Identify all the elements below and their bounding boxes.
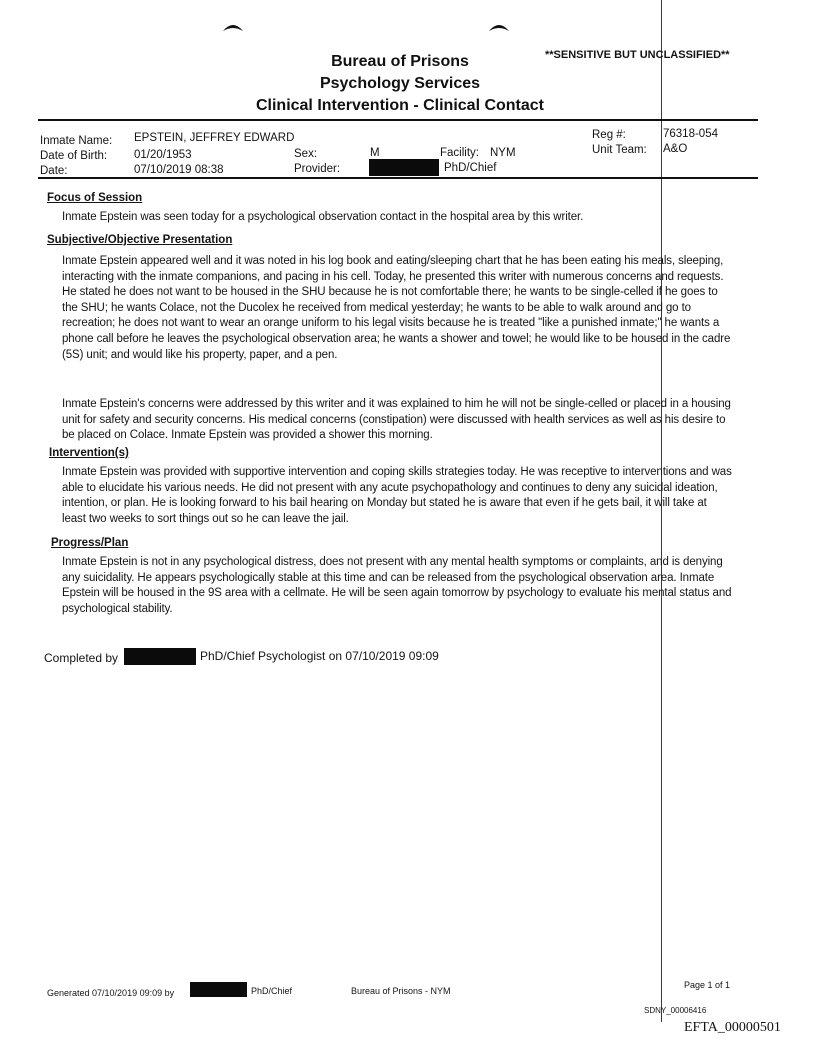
footer-redaction [190,982,247,997]
focus-text: Inmate Epstein was seen today for a psychological observation contact in the hospital area by this writer. [62,211,584,223]
intervention-text: Inmate Epstein was provided with supportive intervention and coping skills strategies today. He was receptive to interventions and was able to elucidate his various needs. He did not present with any acute psychopathology and continues to deny any suicidal ideation, intention, or plan. He is looking forward to his bail hearing on Monday but stated he is aware that even if he gets bail, it will take at least two weeks to sort things out so he can leave the jail. [62,466,732,525]
punch-hole-right-icon [488,22,510,30]
date-label: Date: [40,165,68,177]
name-value: EPSTEIN, JEFFREY EDWARD [134,132,295,144]
title-agency: Bureau of Prisons [331,53,469,70]
unit-team-label: Unit Team: [592,144,647,156]
title-department: Psychology Services [319,75,481,92]
subjective-paragraph-2: Inmate Epstein's concerns were addressed by this writer and it was explained to him he will not be single-celled or placed in a housing unit for safety and security concerns. His medical concerns (constipation) were discussed with health services as well as his desire to be placed on Colace. Inmate Epstein was provided a shower this morning. [62,398,731,442]
footer-generated: Generated 07/10/2019 09:09 by [47,988,175,998]
completed-by-label: Completed by [44,651,119,665]
sex-label: Sex: [294,148,318,160]
classification-label: **SENSITIVE BUT UNCLASSIFIED** [545,49,730,61]
facility-label: Facility: [440,147,479,159]
punch-hole-left-icon [222,22,244,30]
footer-agency: Bureau of Prisons - NYM [351,986,451,996]
facility-value: NYM [490,147,516,159]
provider-title: PhD/Chief [444,162,497,174]
footer-generated-title: PhD/Chief [251,986,293,996]
reg-label: Reg #: [592,129,626,141]
unit-team-value: A&O [663,143,688,155]
header-rule-top [38,119,758,121]
completed-by-redaction [124,648,196,665]
subjective-heading: Subjective/Objective Presentation [47,234,233,246]
date-value: 07/10/2019 08:38 [134,164,224,176]
intervention-heading: Intervention(s) [49,447,129,459]
header-rule-bottom [38,177,758,179]
plan-text: Inmate Epstein is not in any psychological distress, does not present with any mental health symptoms or complaints, and is denying any suicidality. He appears psychologically stable at this time and can be released from the psychological observation area. Inmate Epstein will be housed in the 9S area with a cellmate. He will be seen again tomorrow by psychology to evaluate his mental status and psychological stability. [62,556,732,615]
dob-label: Date of Birth: [40,150,108,162]
bates-efta: EFTA_00000501 [684,1020,781,1035]
focus-heading: Focus of Session [47,192,143,204]
title-form: Clinical Intervention - Clinical Contact [255,97,545,114]
name-label: Inmate Name: [40,135,113,147]
footer-page-number: Page 1 of 1 [684,980,731,990]
dob-value: 01/20/1953 [134,149,192,161]
provider-label: Provider: [294,163,341,175]
subjective-paragraph-1: Inmate Epstein appeared well and it was noted in his log book and eating/sleeping chart that he has been eating his meals, sleeping, interacting with the inmate companions, and pacing in his cell. Today, he presented this writer with numerous concerns and requests. He stated he does not want to be housed in the SHU because he is not comfortable there; he wants to be single-celled if he goes to the SHU; he wants Colace, not the Ducolex he received from medical yesterday; he wants to be able to walk around and go to recreation; he does not want to wear an orange uniform to his legal visits because he is treated "like a punished inmate;" he wants a phone call before he leaves the psychological observation area; he wants a shower and towel; he would like to be housed in the cadre (5S) unit; and would like his property, paper, and a pen. [62,255,731,361]
completed-by-details: PhD/Chief Psychologist on 07/10/2019 09:09 [200,649,439,663]
provider-redaction [369,159,439,176]
bates-sdny: SDNY_00006416 [644,1006,707,1015]
reg-value: 76318-054 [663,128,718,140]
plan-heading: Progress/Plan [51,537,129,549]
sex-value: M [370,147,380,159]
